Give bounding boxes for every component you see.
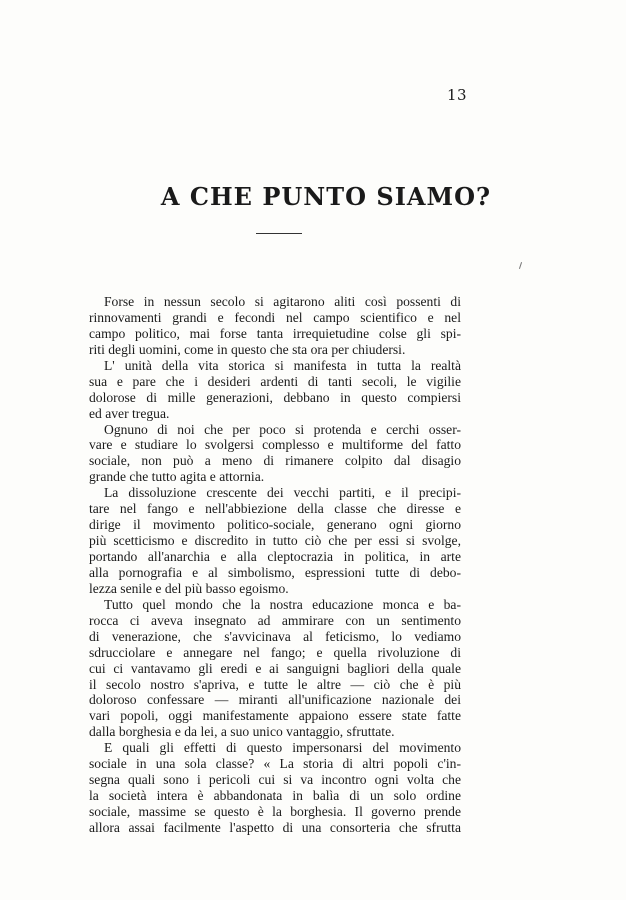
body-text [89, 294, 461, 836]
text-line: dalla borghesia e da lei, a suo unico vantaggio, sfruttate. [89, 724, 395, 740]
text-line: alla pornografia e al simbolismo, espressioni tutte di debo- [89, 564, 461, 580]
text-line: sociale, non può a meno di rimanere colpito dal disagio [89, 453, 461, 469]
text-line: La dissoluzione crescente dei vecchi partiti, e il precipi- [104, 485, 461, 501]
text-line: rocca ci aveva insegnato ad ammirare con un sentimento [89, 612, 461, 628]
text-line: vari popoli, oggi manifestamente appaiono essere state fatte [89, 708, 461, 724]
text-line: sociale, massime se questo è la borghesia. Il governo prende [89, 804, 461, 819]
text-line: ed aver tregua. [89, 405, 170, 421]
text-line: riti degli uomini, come in questo che sta ora per chiudersi. [89, 341, 406, 357]
text-line: campo politico, mai forse tanta irrequietudine colse gli spi- [89, 325, 461, 341]
text-line: doloroso confessare — miranti all'unificazione nazionale dei [89, 692, 461, 708]
text-line: sua e pare che i desideri ardenti di tanti secoli, le vigilie [89, 373, 461, 389]
text-line: E quali gli effetti di questo impersonarsi del movimento [104, 740, 461, 756]
text-line: portando all'anarchia e alla cleptocrazia in politica, in arte [89, 549, 461, 564]
text-line: L' unità della vita storica si manifesta in tutta la realtà [104, 357, 461, 373]
title-rule [256, 233, 302, 234]
text-line: dolorose di mille generazioni, debbano in questo compiersi [89, 389, 461, 405]
text-line: di venerazione, che s'avvicinava al feticismo, lo vediamo [89, 628, 461, 644]
text-line: sociale in una sola classe? « La storia di altri popoli c'in- [89, 756, 461, 772]
text-line: sdrucciolare e annegare nel fango; e quella rivoluzione di [89, 644, 461, 660]
text-line: segna quali sono i pericoli cui si va incontro ogni volta che [89, 772, 461, 788]
text-line: lezza senile e del più basso egoismo. [89, 580, 289, 596]
text-line: Ognuno di noi che per poco si protenda e cerchi osser- [104, 421, 461, 437]
text-line: Tutto quel mondo che la nostra educazione monca e ba- [104, 596, 461, 612]
page-number: 13 [447, 86, 468, 104]
text-line: più scetticismo e discredito in tutto ciò che per essi si svolge, [89, 533, 461, 549]
text-line: vare e studiare lo svolgersi complesso e multiforme del fatto [89, 437, 461, 453]
chapter-title: A CHE PUNTO SIAMO? [160, 182, 492, 211]
text-line: allora assai facilmente l'aspetto di una consorteria che sfrutta [89, 819, 461, 835]
text-line: cui ci vantavamo gli eredi e ai sanguigni bagliori della quale [89, 660, 461, 676]
text-line: grande che tutto agita e attornia. [89, 469, 265, 485]
text-line: tare nel fango e nell'abbiezione della classe che diresse e [89, 501, 461, 517]
text-line: dirige il movimento politico-sociale, generano ogni giorno [89, 517, 461, 533]
text-line: il secolo nostro s'apriva, e tutte le altre — ciò che è più [89, 676, 461, 692]
text-line: la società intera è abbandonata in balìa di un solo ordine [89, 788, 461, 804]
margin-mark [519, 262, 522, 269]
text-line: rinnovamenti grandi e fecondi nel campo scientifico e nel [89, 309, 461, 325]
text-line: Forse in nessun secolo si agitarono aliti così possenti di [104, 294, 461, 309]
